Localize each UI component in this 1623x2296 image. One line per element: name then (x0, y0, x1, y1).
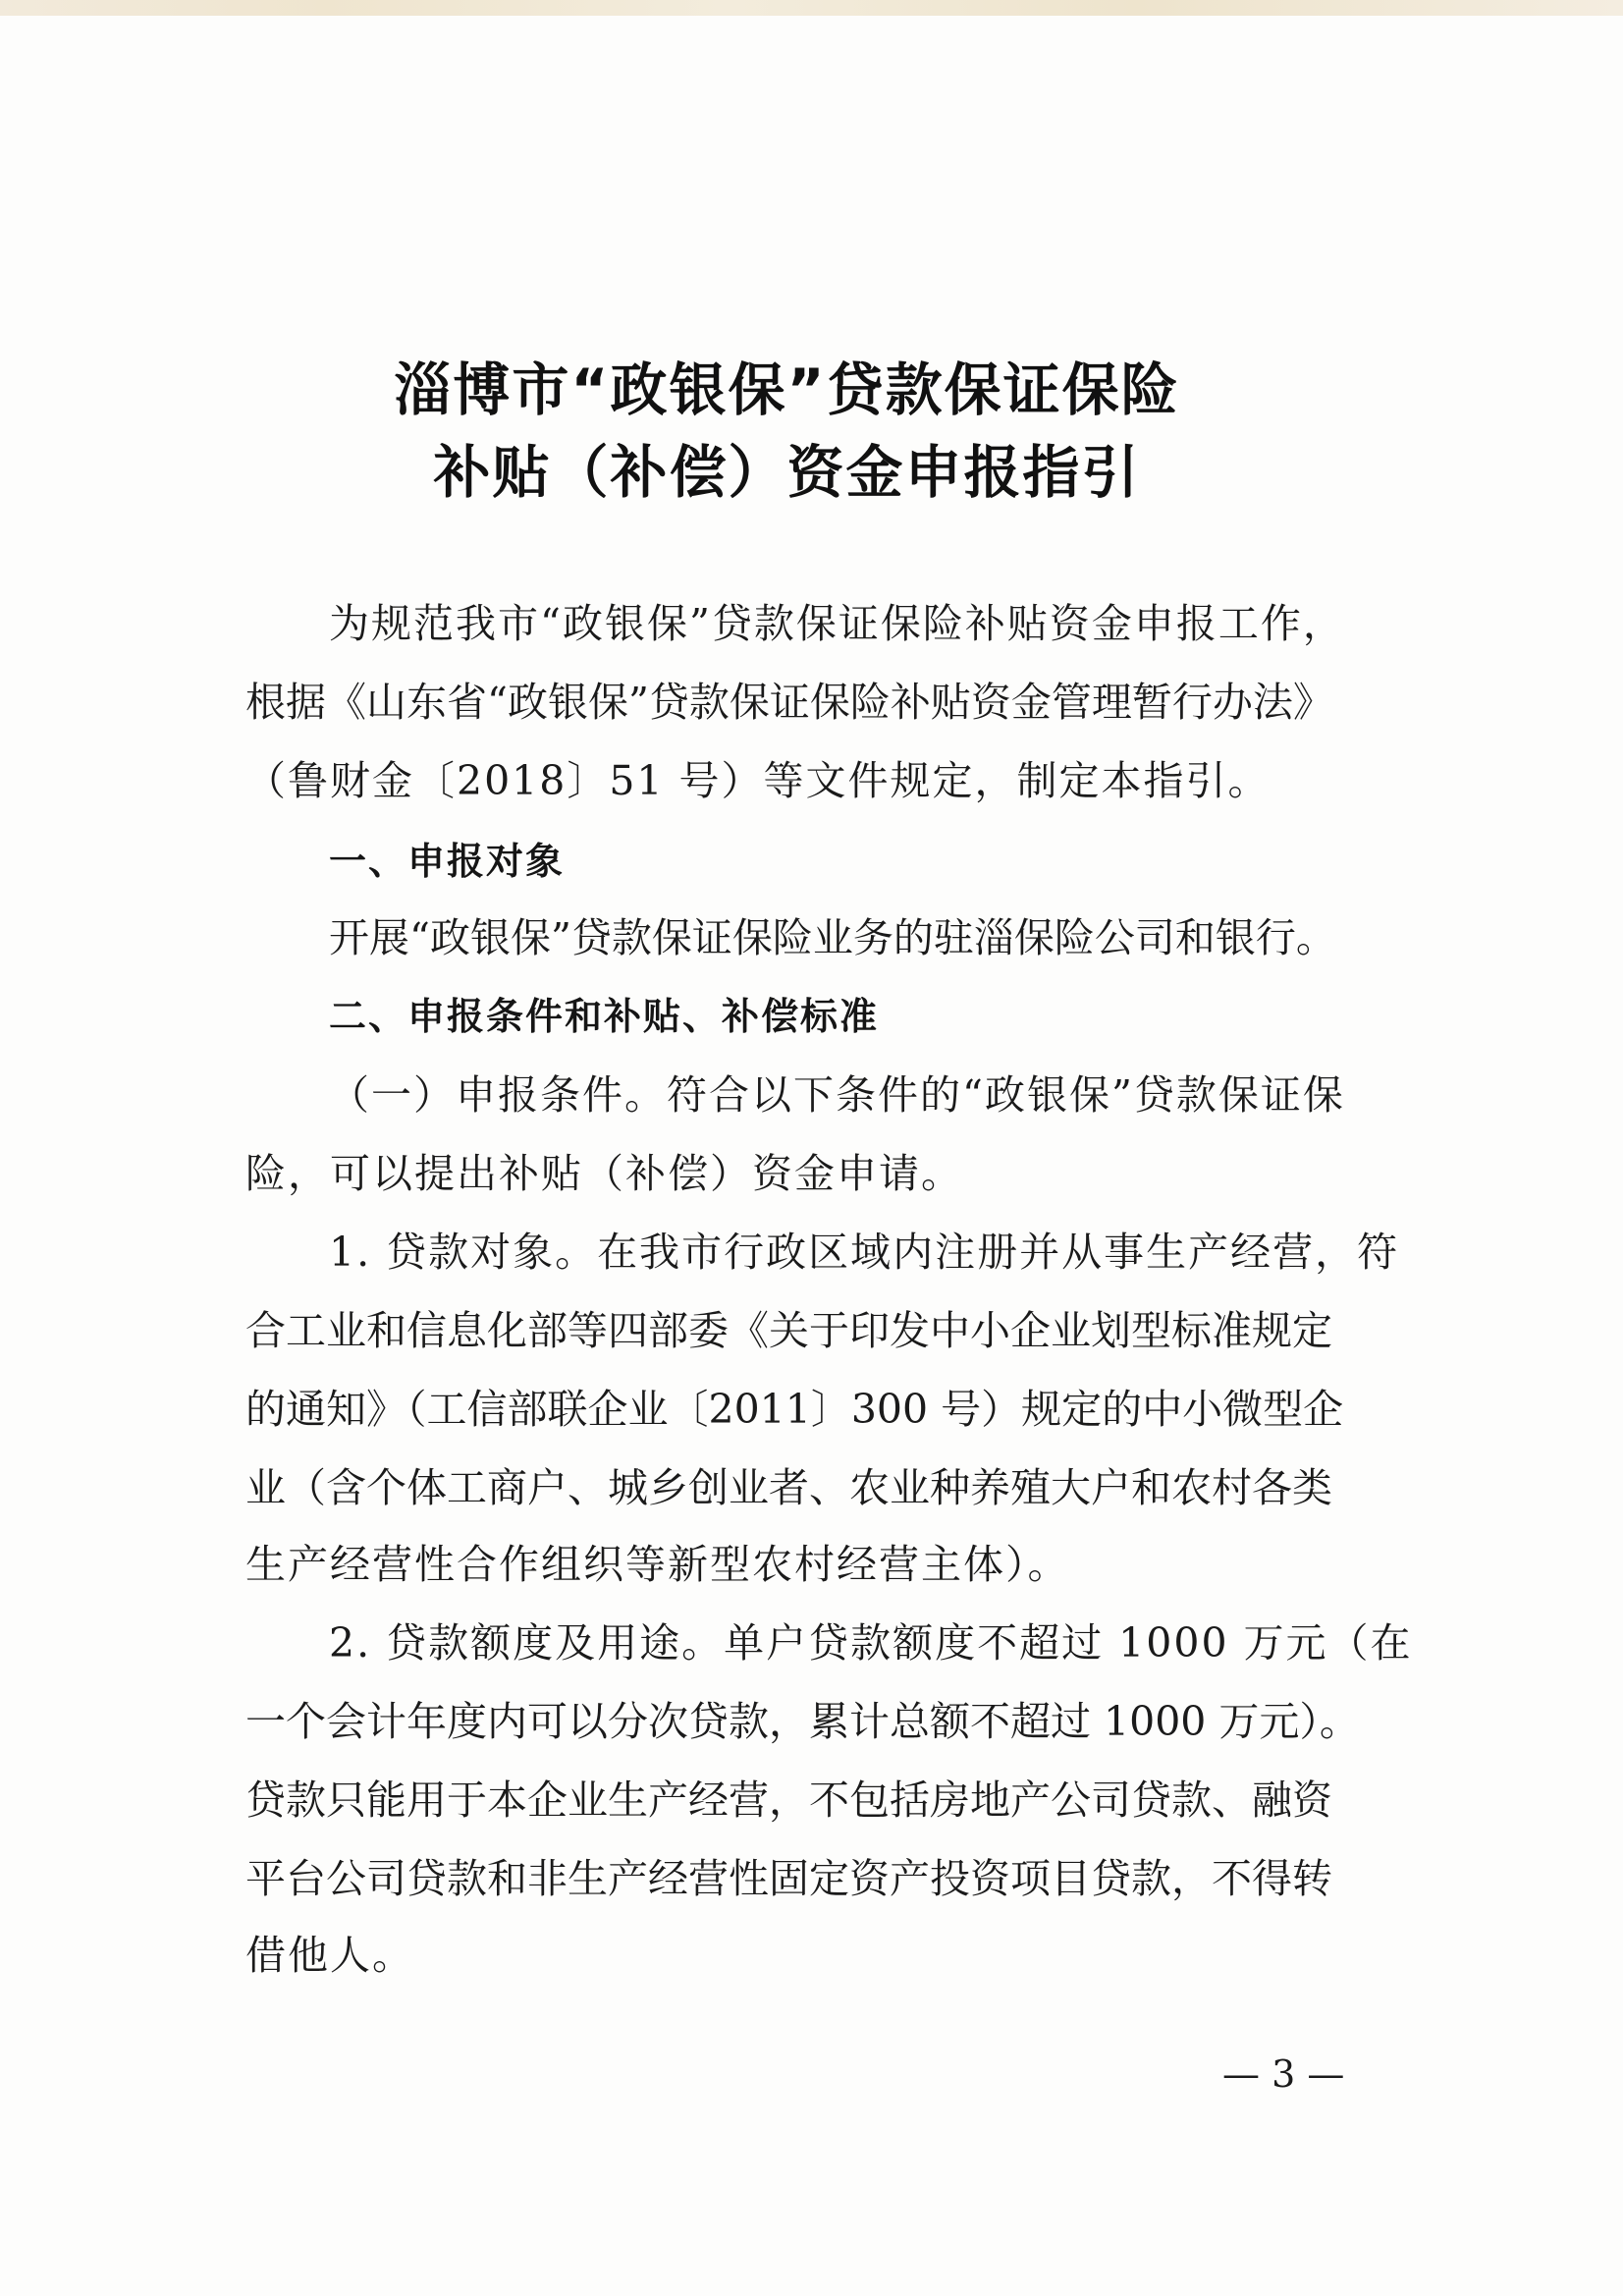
paragraph-line: （鲁财金〔2018〕51 号）等文件规定，制定本指引。 (245, 757, 1271, 804)
paragraph-line: 根据《山东省“政银保”贷款保证保险补贴资金管理暂行办法》 (245, 679, 1333, 726)
section-heading-2: 二、申报条件和补贴、补偿标准 (329, 995, 880, 1038)
paragraph-line: 的通知》（工信部联企业〔2011〕300 号）规定的中小微型企 (245, 1386, 1344, 1433)
paragraph-line: 平台公司贷款和非生产经营性固定资产投资项目贷款，不得转 (245, 1855, 1332, 1902)
paragraph-line: （一）申报条件。符合以下条件的“政银保”贷款保证保 (329, 1071, 1345, 1119)
document-title-line-2: 补贴（补偿）资金申报指引 (433, 439, 1141, 506)
paragraph-line: 生产经营性合作组织等新型农村经营主体）。 (245, 1541, 1070, 1588)
paragraph-line: 开展“政银保”贷款保证保险业务的驻淄保险公司和银行。 (329, 914, 1336, 961)
section-heading-1: 一、申报对象 (329, 840, 566, 883)
paragraph-line: 业（含个体工商户、城乡创业者、农业种养殖大户和农村各类 (245, 1464, 1332, 1511)
page-number: — 3 — (1222, 2052, 1345, 2096)
paragraph-line: 2. 贷款额度及用途。单户贷款额度不超过 1000 万元（在 (329, 1619, 1413, 1667)
paragraph-line: 险，可以提出补贴（补偿）资金申请。 (245, 1150, 963, 1197)
paragraph-line: 为规范我市“政银保”贷款保证保险补贴资金申报工作， (329, 600, 1345, 647)
paragraph-line: 合工业和信息化部等四部委《关于印发中小企业划型标准规定 (245, 1307, 1332, 1354)
document-title-line-1: 淄博市“政银保”贷款保证保险 (394, 356, 1180, 423)
paragraph-line: 一个会计年度内可以分次贷款，累计总额不超过 1000 万元）。 (245, 1698, 1360, 1745)
scan-edge (0, 0, 1623, 16)
paragraph-line: 贷款只能用于本企业生产经营，不包括房地产公司贷款、融资 (245, 1777, 1332, 1824)
paragraph-line: 借他人。 (245, 1932, 414, 1979)
paragraph-line: 1. 贷款对象。在我市行政区域内注册并从事生产经营，符 (329, 1229, 1400, 1276)
